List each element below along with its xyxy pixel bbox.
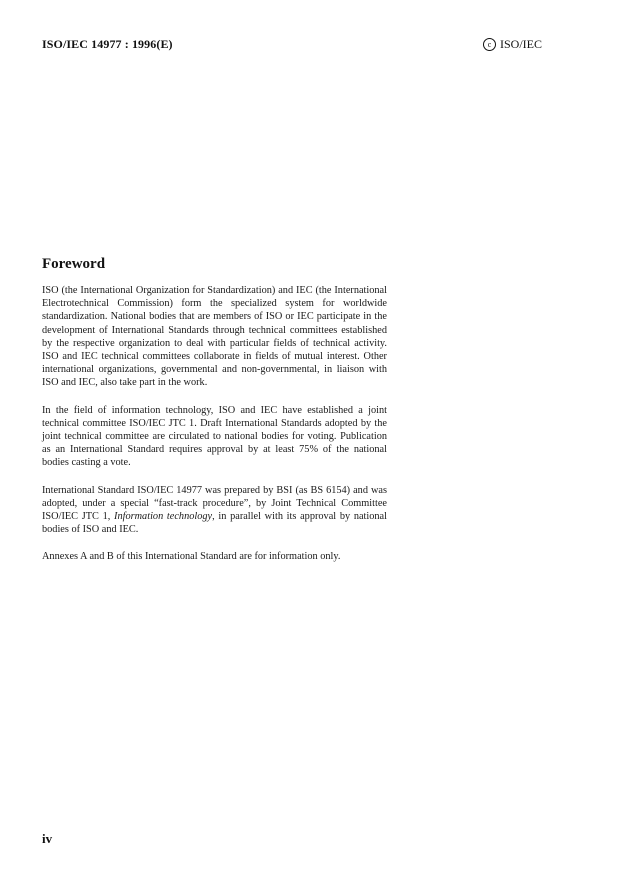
foreword-paragraph-2: In the field of information technology, ISO and IEC have established a joint technical committee ISO/IEC JTC 1. Draft International Standards adopted by the joint technical committee are circulated to national bodies for voting. Publication as an International Standard requires approval by at least 75% of the national bodies casting a vote.: [42, 404, 387, 469]
p3-italic-title: Information technology: [114, 511, 213, 523]
page-number: iv: [42, 831, 53, 846]
copyright-notice: [483, 37, 542, 52]
copyright-owner: ISO/IEC: [500, 37, 542, 51]
p3-text-after: , in parallel with its approval by national bodies of ISO and IEC.: [42, 511, 387, 536]
copyright-icon: c: [483, 38, 496, 51]
foreword-paragraph-3: [42, 484, 387, 537]
foreword-title: Foreword: [42, 256, 106, 272]
document-id: ISO/IEC 14977 : 1996(E): [42, 37, 173, 51]
foreword-paragraph-1: ISO (the International Organization for Standardization) and IEC (the International Electrotechnical Commission) form the specialized system for worldwide standardization. National bodies that are members of ISO or IEC participate in the development of International Standards through technical committees established by the respective organization to deal with particular fields of technical activity. ISO and IEC technical committees collaborate in fields of mutual interest. Other international organizations, governmental and non-governmental, in liaison with ISO and IEC, also take part in the work.: [42, 285, 387, 389]
p3-text-before: International Standard ISO/IEC 14977 was prepared by BSI (as BS 6154) and was adopted, under a special “fast-track procedure”, by Joint Technical Committee ISO/IEC JTC 1,: [42, 484, 387, 523]
foreword-body: [42, 284, 387, 578]
foreword-paragraph-4: Annexes A and B of this International Standard are for information only.: [42, 551, 341, 563]
